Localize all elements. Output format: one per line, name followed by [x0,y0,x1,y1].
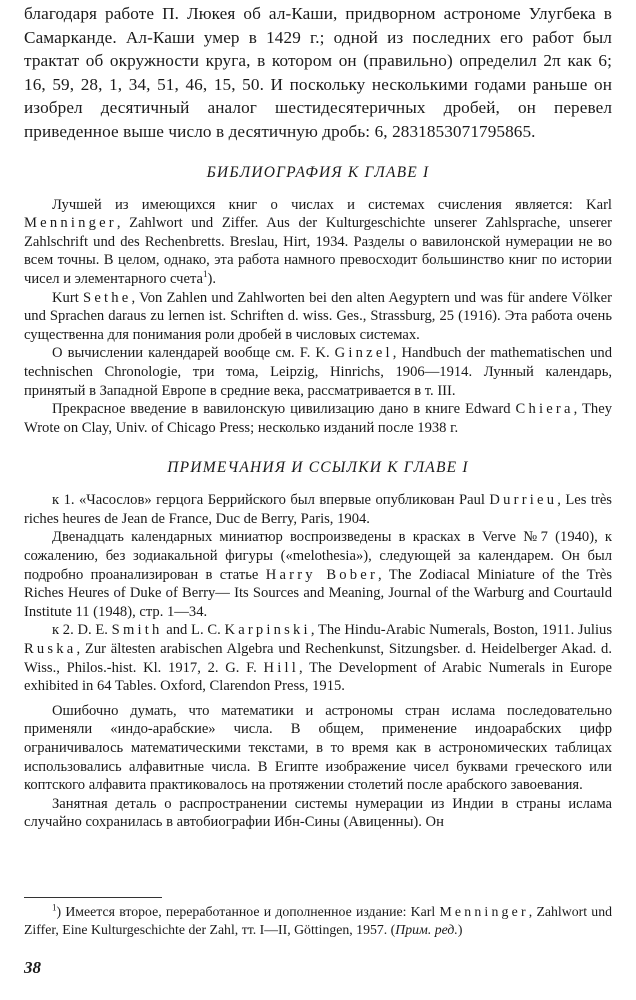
page-body [24,0,612,832]
footnote [24,903,612,938]
note-entry: к 2. D. E. Smith and L. C. Karpinski, The Hindu-Arabic Numerals, Boston, 1911. Julius Ruska, Zur ältesten arabischen Algebra und Rechenkunst, Sitzungsber. d. Heidelberger Akad. d. Wiss., Philos.-hist. Kl. 1917, 2. G. F. Hill, The Development of Arabic Numerals in Europe exhibited in 64 Tables. Oxford, Clarendon Press, 1915. [24,622,612,695]
page-number: 38 [24,958,41,977]
author-name: Menninger [24,215,117,232]
notes-section [24,491,612,832]
bibliography-section [24,196,612,438]
author-name: Hill [263,659,299,676]
footnote-text: $^1$) Имеется второе, переработанное и дополненное издание: Karl Menninger, Zahlwort und Ziffer, Eine Kulturgeschichte der Zahl, тт. I—II, Göttingen, 1957. (Прим. ред.) [24,902,612,937]
footnote-marker[interactable]: 1 [203,269,208,280]
bibliography-entry: О вычислении календарей вообще см. F. K. Ginzel, Handbuch der mathematischen und technischen Chronologie, три тома, Leipzig, Hinrichs, 1906—1914. Лунный календарь, принятый в Западной Европе в средние века, рассматривается в т. III. [24,345,612,399]
author-name: Ruska [24,641,77,658]
intro-text: благодаря работе П. Люкея об ал-Каши, придворном астрономе Улугбека в Самарканде. Ал-Каши умер в 1429 г.; одной из последних его работ был трактат об окружности круга, в котором он (правильно) определил 2π как 6; 16, 59, 28, 1, 34, 51, 46, 15, 50. И поскольку несколькими годами раньше он изобрел десятичный аналог шестидесятеричных дробей, он перевел приведенное выше число в десятичную дробь: 6, 2831853071795865. [24,4,612,141]
note-entry: к 1. «Часослов» герцога Беррийского был впервые опубликован Paul Durrieu, Les très riches heures de Jean de France, Duc de Berry, Paris, 1904. [24,492,612,527]
author-name: Durrieu [489,492,558,509]
author-name: Harry Bober [265,566,379,583]
bibliography-entry: Лучшей из имеющихся книг о числах и системах счисления является: Karl Menninger, Zahlwort und Ziffer. Aus der Kulturgeschichte unserer Zahlsprache, unserer Zahlschrift und des Rechenbretts. Breslau, Hirt, 1934. Разделы о вавилонской нумерации не во всем точны. В целом, однако, эта работа намного превосходит большинство книг по истории чисел и элементарного счета$^1$). [24,196,612,287]
footnote-marker: 1 [52,902,57,913]
bibliography-entry: Прекрасное введение в вавилонскую цивилизацию дано в книге Edward Chiera, They Wrote on Clay, Univ. of Chicago Press; несколько изданий после 1938 г. [24,401,612,436]
notes-heading: ПРИМЕЧАНИЯ И ССЫЛКИ К ГЛАВЕ I [167,459,469,477]
bibliography-entry: Kurt Sethe, Von Zahlen und Zahlworten bei den alten Aegyptern und was für andere Völker und Sprachen daraus zu lernen ist. Schriften d. wiss. Ges., Strassburg, 25 (1916). Эта работа очень существенна для понимания роли дробей в числовых системах. [24,289,612,343]
author-name: Karpinski [224,622,311,639]
note-entry: Ошибочно думать, что математики и астрономы стран ислама последовательно применяли «индо-арабские» числа. В общем, применение индоарабских цифр ограничивалось математическими текстами, в то время как в астрономических таблицах использовались алфавитные числа. В Египте изображение чисел буквами греческого или коптского алфавита практиковалось на протяжении столетий после арабского завоевания. [24,702,612,794]
footnote-divider [24,897,162,898]
editor-note: Прим. ред. [395,921,458,937]
author-name: Smith [111,622,163,639]
author-name: Menninger [439,904,529,919]
note-entry: Двенадцать календарных миниатюр воспроизведены в красках в Verve №7 (1940), к сожалению, без зодиакальной фигуры («melothesia»), следующей за календарем. Он был подробно проанализирован в статье Harry Bober, The Zodiacal Miniature of the Très Riches Heures of Duke of Berry— Its Sources and Meaning, Journal of the Warburg and Courtauld Institute 11 (1948), стр. 1—34. [24,529,613,620]
bibliography-heading: БИБЛИОГРАФИЯ К ГЛАВЕ I [206,163,430,181]
author-name: Ginzel [334,345,393,362]
author-name: Sethe [83,289,132,306]
intro-paragraph [24,2,612,144]
author-name: Chiera [515,401,574,418]
note-entry: Занятная деталь о распространении системы нумерации из Индии в страны ислама случайно сохранилась в автобиографии Ибн-Сины (Авиценны). Он [24,795,612,831]
